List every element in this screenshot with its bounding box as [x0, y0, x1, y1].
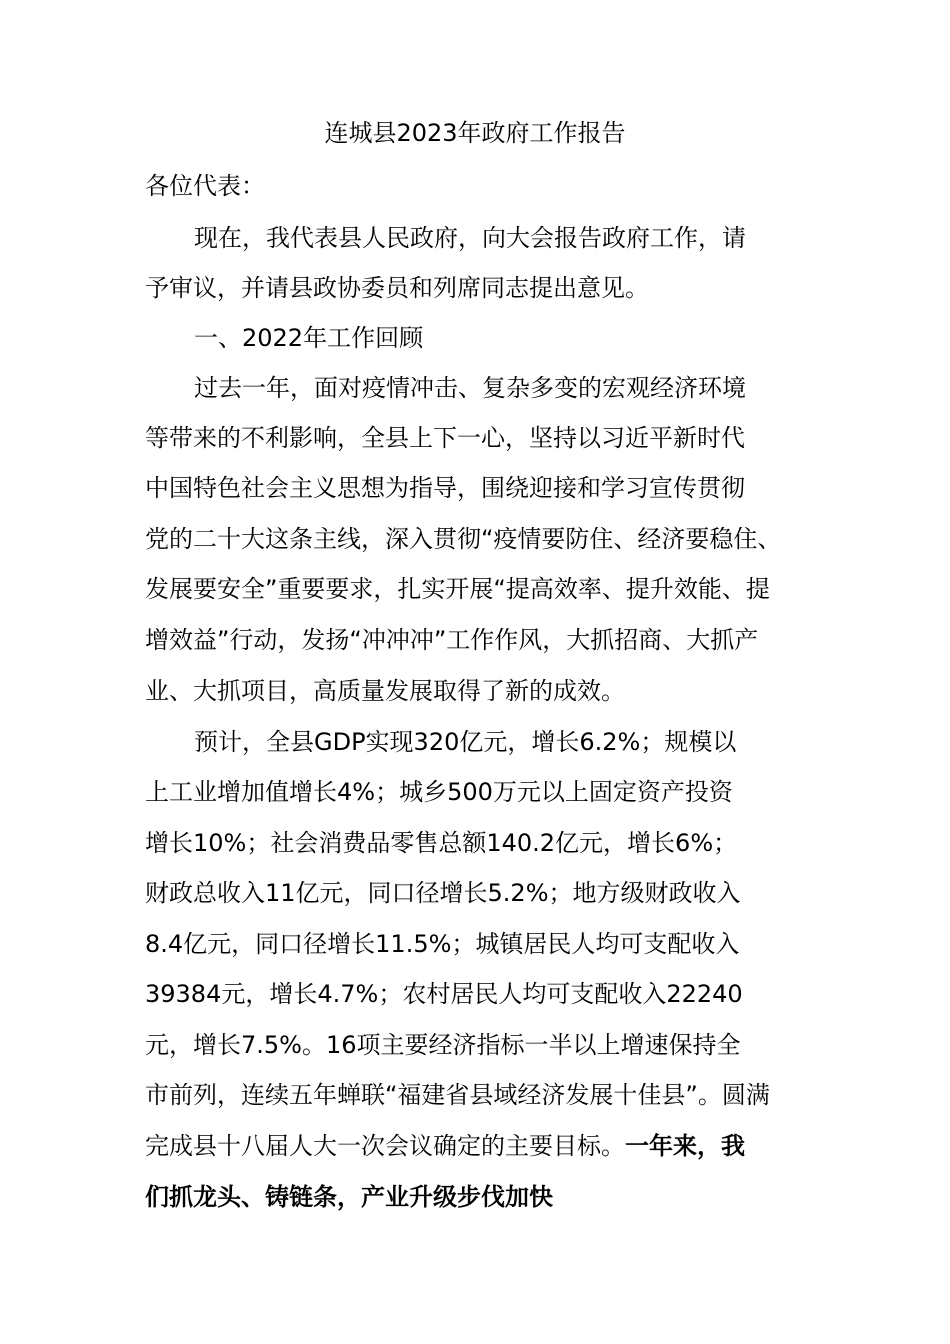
paragraph-text: 完成县十八届人大一次会议确定的主要目标。: [145, 1132, 625, 1160]
paragraph-line: 市前列，连续五年蝉联“福建省县域经济发展十佳县”。圆满: [145, 1081, 770, 1109]
paragraph-line: 增长10%；社会消费品零售总额140.2亿元，增长6%；: [145, 829, 738, 857]
paragraph-line: 中国特色社会主义思想为指导，围绕迎接和学习宣传贯彻: [145, 474, 745, 502]
section-heading: 一、2022年工作回顾: [194, 324, 424, 352]
paragraph-line: 等带来的不利影响，全县上下一心，坚持以习近平新时代: [145, 424, 745, 452]
paragraph-line: 党的二十大这条主线，深入贯彻“疫情要防住、经济要稳住、: [145, 525, 782, 553]
paragraph-line: 39384元，增长4.7%；农村居民人均可支配收入22240: [145, 980, 743, 1008]
bold-paragraph-line: 们抓龙头、铸链条，产业升级步伐加快: [145, 1183, 553, 1211]
paragraph-line: [145, 1126, 745, 1166]
salutation: 各位代表：: [145, 172, 265, 200]
paragraph-line: 业、大抓项目，高质量发展取得了新的成效。: [145, 677, 625, 705]
document-title: 连城县2023年政府工作报告: [324, 119, 626, 147]
paragraph-line: 财政总收入11亿元，同口径增长5.2%；地方级财政收入: [145, 879, 741, 907]
paragraph-line: 予审议，并请县政协委员和列席同志提出意见。: [145, 274, 649, 302]
paragraph-line: 上工业增加值增长4%；城乡500万元以上固定资产投资: [145, 778, 733, 806]
paragraph-line: 预计，全县GDP实现320亿元，增长6.2%；规模以: [194, 728, 737, 756]
bold-highlight: 一年来，我: [625, 1132, 745, 1160]
paragraph-line: 增效益”行动，发扬“冲冲冲”工作作风，大抓招商、大抓产: [145, 626, 759, 654]
paragraph-line: 发展要安全”重要要求，扎实开展“提高效率、提升效能、提: [145, 575, 770, 603]
paragraph-line: 现在，我代表县人民政府，向大会报告政府工作，请: [194, 224, 746, 252]
paragraph-line: 8.4亿元，同口径增长11.5%；城镇居民人均可支配收入: [145, 930, 740, 958]
paragraph-line: 元，增长7.5%。16项主要经济指标一半以上增速保持全: [145, 1031, 741, 1059]
paragraph-line: 过去一年，面对疫情冲击、复杂多变的宏观经济环境: [194, 374, 746, 402]
